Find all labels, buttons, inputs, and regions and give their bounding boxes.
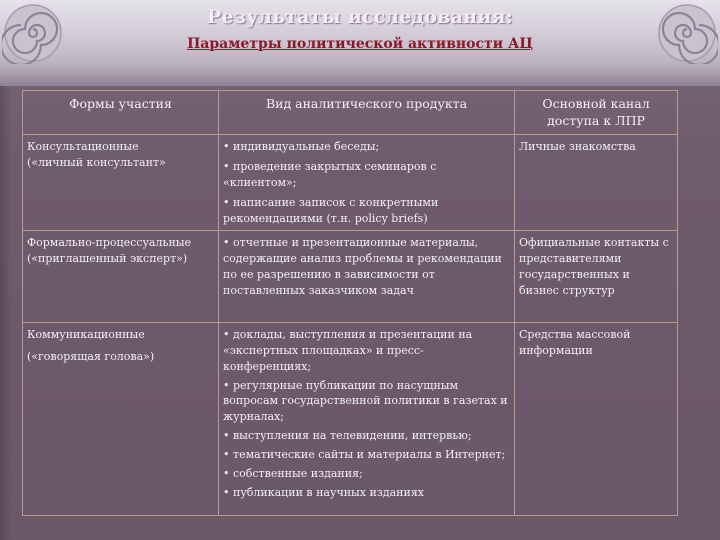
form-role: («личный консультант»: [27, 155, 166, 169]
table-row: [23, 230, 678, 322]
product-item: • доклады, выступления и презентации на «экспертных площадках» и пресс-конференциях;: [223, 327, 473, 373]
product-item: • проведение закрытых семинаров с «клиентом»;: [223, 159, 437, 189]
channel-cell: Личные знакомства: [515, 135, 678, 231]
form-cell: [23, 322, 219, 515]
form-name: Формально-процессуальные: [27, 235, 192, 249]
slide-subtitle: Параметры политической активности АЦ: [187, 36, 533, 52]
left-shadow: [0, 86, 12, 540]
table-row: [23, 135, 678, 231]
form-role: («приглашенный эксперт»): [27, 251, 188, 265]
product-cell: [219, 230, 515, 322]
channel-cell: Средства массовой информации: [515, 322, 678, 515]
form-cell: [23, 135, 219, 231]
product-item: • написание записок с конкретными рекомендациями (т.н. policy briefs): [223, 195, 439, 225]
product-item: • регулярные публикации по насущным вопросам государственной политики в газетах и журналах;: [223, 378, 508, 424]
header-forms: Формы участия: [23, 91, 219, 135]
form-role: («говорящая голова»): [27, 349, 155, 363]
product-cell: [219, 322, 515, 515]
slide-title: Результаты исследования:: [207, 6, 513, 28]
product-item: • индивидуальные беседы;: [223, 140, 380, 153]
form-cell: [23, 230, 219, 322]
form-name: Консультационные: [27, 140, 139, 153]
header-product: Вид аналитического продукта: [219, 91, 515, 135]
results-table: [22, 90, 678, 516]
product-item: • собственные издания;: [223, 467, 363, 481]
product-item: • публикации в научных изданиях: [223, 486, 424, 500]
product-cell: [219, 135, 515, 231]
table-row: [23, 322, 678, 515]
table-header-row: [23, 91, 678, 135]
header-channel: Основной канал доступа к ЛПР: [515, 91, 678, 135]
channel-cell: Официальные контакты с представителями государственных и бизнес структур: [515, 230, 678, 322]
form-name: Коммуникационные: [27, 327, 145, 341]
product-item: • тематические сайты и материалы в Интернет;: [223, 448, 506, 462]
product-item: • выступления на телевидении, интервью;: [223, 429, 472, 443]
product-item: • отчетные и презентационные материалы, содержащие анализ проблемы и рекомендации по ее разрешению в зависимости от поставленных заказчиком задач: [223, 235, 502, 297]
